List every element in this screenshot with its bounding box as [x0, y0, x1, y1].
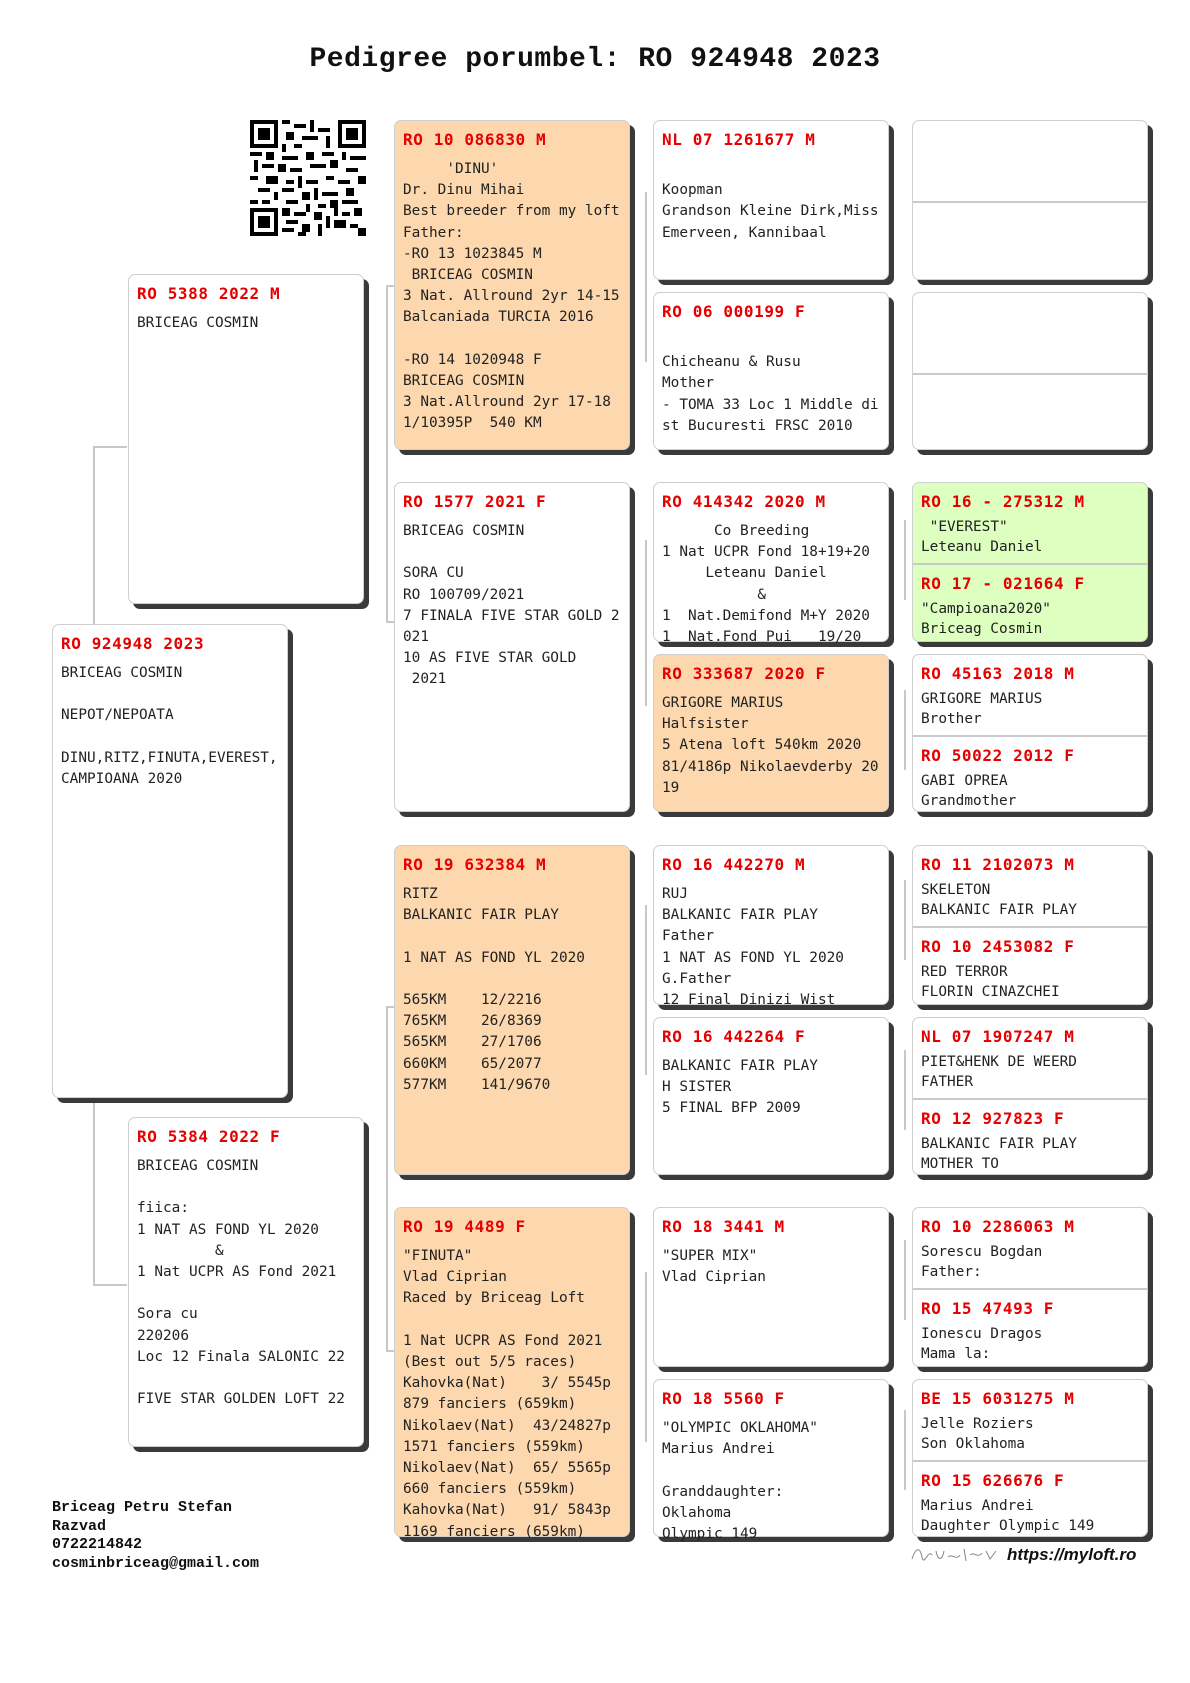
pigeon-info: "FINUTA" Vlad Ciprian Raced by Briceag Loft 1 Nat UCPR AS Fond 2021 (Best out 5/5 races) Kahovka(Nat) 3/ 5545p 879 fanciers (659km) Nikolaev(Nat) 43/24827p 1571 fanciers (559km) Nikolaev(Nat) 65/ 5565p 660 fanciers (559km) Kahovka(Nat) 91/ 5843p 1169 fanciers (659km)	[403, 1248, 611, 1540]
pigeon-info: Chicheanu & Rusu Mother - TOMA 33 Loc 1 Middle dist Bucuresti FRSC 2010	[662, 354, 879, 434]
gen4-pair-card[interactable]	[912, 482, 1148, 642]
pigeon-info: RED TERROR FLORIN CINAZCHEI	[921, 964, 1060, 1000]
mother-card[interactable]	[128, 1117, 364, 1447]
ring-number: RO 15 626676 F	[921, 1471, 1065, 1490]
gen3-card[interactable]	[653, 1017, 889, 1175]
gen3-card[interactable]	[653, 482, 889, 646]
contact-name-2: Razvad	[52, 1517, 107, 1535]
pigeon-info: SKELETON BALKANIC FAIR PLAY	[921, 882, 1077, 918]
ring-number: RO 10 2286063 M	[921, 1217, 1075, 1236]
grandmother-maternal-card[interactable]	[394, 1207, 630, 1540]
ring-number: RO 10 086830 M	[403, 130, 547, 149]
grandmother-paternal-card[interactable]	[394, 482, 630, 812]
pigeon-info: "SUPER MIX" Vlad Ciprian	[662, 1248, 766, 1286]
pigeon-info: Sorescu Bogdan Father:	[921, 1244, 1043, 1280]
ring-number: RO 19 4489 F	[403, 1217, 526, 1236]
ring-number: RO 1577 2021 F	[403, 492, 547, 511]
gen4-pair-card[interactable]	[912, 1207, 1148, 1367]
pigeon-info: Marius Andrei Daughter Olympic 149	[921, 1498, 1095, 1534]
gen4-pair-card[interactable]	[912, 292, 1148, 450]
pigeon-info: "Campioana2020" Briceag Cosmin	[921, 601, 1051, 637]
ring-number: BE 15 6031275 M	[921, 1389, 1075, 1408]
pigeon-info: GABI OPREA Grandmother	[921, 773, 1017, 809]
connector-line	[386, 285, 388, 623]
connector-line	[904, 1410, 906, 1490]
pigeon-info: BALKANIC FAIR PLAY MOTHER TO	[921, 1136, 1077, 1172]
qr-code	[250, 120, 366, 236]
ring-number: RO 17 - 021664 F	[921, 574, 1085, 593]
pigeon-info: PIET&HENK DE WEERD FATHER	[921, 1054, 1077, 1090]
ring-number: NL 07 1261677 M	[662, 130, 816, 149]
grandfather-paternal-card[interactable]	[394, 120, 630, 450]
gen3-card[interactable]	[653, 1379, 889, 1543]
pigeon-info: Ionescu Dragos Mama la:	[921, 1326, 1043, 1362]
ring-number: RO 18 3441 M	[662, 1217, 785, 1236]
ring-number: RO 5384 2022 F	[137, 1127, 281, 1146]
pigeon-info: 'DINU' Dr. Dinu Mihai Best breeder from my loft Father: -RO 13 1023845 M BRICEAG COSMIN 3 Nat. Allround 2yr 14-15 Balcaniada TURCIA 2016 -RO 14 1020948 F BRICEAG COSMIN 3 Nat.Allround 2yr 17-18 1/10395P 540 KM	[403, 161, 620, 432]
pigeon-info: GRIGORE MARIUS Halfsister 5 Atena loft 540km 2020 81/4186p Nikolaevderby 2019	[662, 695, 879, 796]
gen4-pair-card[interactable]	[912, 654, 1148, 812]
contact-block	[52, 1499, 259, 1573]
ring-number: RO 16 - 275312 M	[921, 492, 1085, 511]
grandfather-maternal-card[interactable]	[394, 845, 630, 1175]
pigeon-info: BRICEAG COSMIN NEPOT/NEPOATA DINU,RITZ,FINUTA,EVEREST,CAMPIOANA 2020	[61, 665, 278, 788]
gen4-pair-card[interactable]	[912, 845, 1148, 1005]
connector-line	[645, 540, 647, 706]
ring-number: RO 16 442264 F	[662, 1027, 806, 1046]
connector-line	[904, 690, 906, 770]
pigeon-info: BRICEAG COSMIN SORA CU RO 100709/2021 7 FINALA FIVE STAR GOLD 2021 10 AS FIVE STAR GOLD 2021	[403, 523, 620, 688]
contact-phone: 0722214842	[52, 1536, 143, 1553]
ring-number: RO 333687 2020 F	[662, 664, 826, 683]
connector-line	[904, 1050, 906, 1130]
pigeon-info: Co Breeding 1 Nat UCPR Fond 18+19+20 Leteanu Daniel & 1 Nat.Demifond M+Y 2020 1 Nat.Fond Pui 19/20	[662, 523, 870, 646]
connector-line	[93, 1284, 127, 1286]
pigeon-info: BALKANIC FAIR PLAY H SISTER 5 FINAL BFP 2009	[662, 1058, 818, 1117]
ring-number: RO 50022 2012 F	[921, 746, 1075, 765]
subject-card[interactable]	[52, 624, 288, 1098]
pigeon-info: RUJ BALKANIC FAIR PLAY Father 1 NAT AS FOND YL 2020 G.Father 12 Final Dinizi Wist	[662, 886, 844, 1009]
ring-number: RO 19 632384 M	[403, 855, 547, 874]
pigeon-info: "EVEREST" Leteanu Daniel	[921, 519, 1043, 555]
gen4-pair-card[interactable]	[912, 120, 1148, 280]
website-link[interactable]: https://myloft.ro	[1007, 1545, 1137, 1564]
ring-number: RO 12 927823 F	[921, 1109, 1065, 1128]
ring-number: RO 16 442270 M	[662, 855, 806, 874]
gen3-card[interactable]	[653, 654, 889, 812]
gen3-card[interactable]	[653, 292, 889, 450]
gen3-card[interactable]	[653, 120, 889, 280]
ring-number: RO 10 2453082 F	[921, 937, 1075, 956]
pigeon-info: Jelle Roziers Son Oklahoma	[921, 1416, 1034, 1452]
connector-line	[904, 880, 906, 960]
connector-line	[386, 1006, 388, 1352]
connector-line	[93, 446, 127, 448]
pigeon-info: Koopman Grandson Kleine Dirk,Miss Emerveen, Kannibaal	[662, 182, 879, 241]
ring-number: RO 414342 2020 M	[662, 492, 826, 511]
gen4-pair-card[interactable]	[912, 1379, 1148, 1537]
myloft-logo-icon	[910, 1543, 998, 1565]
gen3-card[interactable]	[653, 1207, 889, 1367]
gen3-card[interactable]	[653, 845, 889, 1009]
pigeon-info: BRICEAG COSMIN	[137, 315, 259, 331]
pigeon-info: "OLYMPIC OKLAHOMA" Marius Andrei Granddaughter: Oklahoma Olympic 149	[662, 1420, 818, 1543]
pigeon-info: RITZ BALKANIC FAIR PLAY 1 NAT AS FOND YL 2020 565KM 12/2216 765KM 26/8369 565KM 27/1706 660KM 65/2077 577KM 141/9670	[403, 886, 585, 1093]
connector-line	[645, 1272, 647, 1442]
ring-number: RO 45163 2018 M	[921, 664, 1075, 683]
pigeon-info: GRIGORE MARIUS Brother	[921, 691, 1043, 727]
ring-number: RO 11 2102073 M	[921, 855, 1075, 874]
gen4-pair-card[interactable]	[912, 1017, 1148, 1175]
ring-number: RO 5388 2022 M	[137, 284, 281, 303]
father-card[interactable]	[128, 274, 364, 604]
connector-line	[645, 192, 647, 362]
connector-line	[645, 905, 647, 1075]
contact-name: Briceag Petru Stefan	[52, 1499, 233, 1516]
connector-line	[904, 520, 906, 600]
contact-email[interactable]: cosminbriceag@gmail.com	[52, 1554, 260, 1572]
ring-number: RO 18 5560 F	[662, 1389, 785, 1408]
ring-number: RO 06 000199 F	[662, 302, 806, 321]
page-title: Pedigree porumbel: RO 924948 2023	[309, 44, 881, 75]
ring-number: RO 15 47493 F	[921, 1299, 1055, 1318]
ring-number: RO 924948 2023	[61, 634, 205, 653]
pigeon-info: BRICEAG COSMIN fiica: 1 NAT AS FOND YL 2020 & 1 Nat UCPR AS Fond 2021 Sora cu 220206 Loc 12 Finala SALONIC 22 FIVE STAR GOLDEN LOFT 22	[137, 1158, 345, 1408]
connector-line	[904, 1240, 906, 1320]
ring-number: NL 07 1907247 M	[921, 1027, 1075, 1046]
